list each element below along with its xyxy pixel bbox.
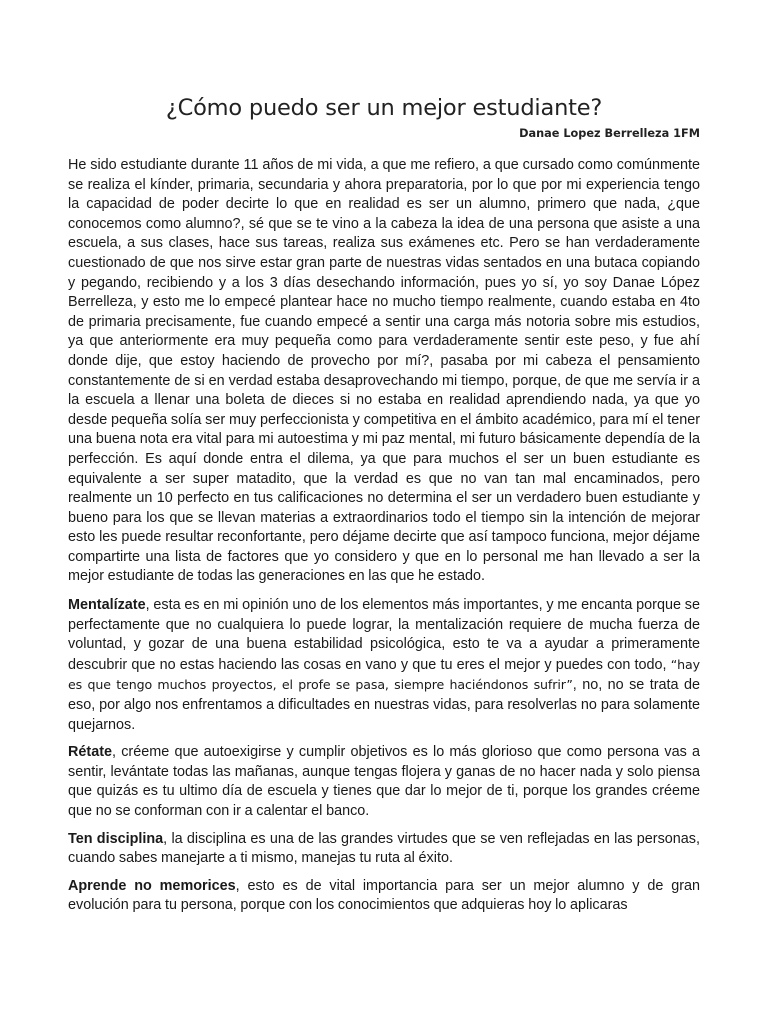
paragraph-text: , esta es en mi opinión uno de los elementos más importantes, y me encanta porque se perfectamente que no cualquiera lo puede lograr, la mentalización requiere de mucha fuerza de voluntad, y gozar de una buena estabilidad psicológica, esto te va a ayudar a primeramente descubrir que no estas haciendo las cosas en vano y que tu eres el mejor y puedes con todo, <box>68 597 700 673</box>
paragraph-aprende <box>68 877 700 916</box>
paragraph-retate <box>68 743 700 821</box>
paragraph-text-continued: , no, no se trata de eso, por algo nos enfrentamos a dificultades en nuestras vidas, para resolverlas no para solamente quejarnos. <box>68 677 700 733</box>
paragraph-text: , esto es de vital importancia para ser un mejor alumno y de gran evolución para tu persona, porque con los conocimientos que adquieras hoy lo aplicaras <box>68 877 700 914</box>
intro-paragraph: He sido estudiante durante 11 años de mi vida, a que me refiero, a que cursado como comúnmente se realiza el kínder, primaria, secundaria y ahora preparatoria, por lo que por mi experiencia tengo la capacidad de poder decirte lo que en realidad es ser un alumno, primero que nada, ¿que conocemos como alumno?, sé que se te vino a la cabeza la idea de una persona que asiste a una escuela, a sus clases, hace sus tareas, realiza sus exámenes etc. Pero se han verdaderamente cuestionado de que nos sirve estar gran parte de nuestras vidas sentados en una butaca copiando y pegando, recibiendo y a los 3 días desechando información, pues yo sí, yo soy Danae López Berrelleza, y esto me lo empecé plantear hace no mucho tiempo realmente, cuando estaba en 4to de primaria precisamente, fue cuando empecé a sentir una carga más notoria sobre mis estudios, ya que anteriormente era muy pequeña como para verdaderamente sentir este peso, y fue ahí donde dije, que estoy haciendo de provecho por mí?, pasaba por mi cabeza el pensamiento constantemente de si en verdad estaba desaprovechando mi tiempo, porque, de que me servía ir a la escuela a llenar una boleta de dieces si no estaba en realidad aprendiendo nada, ya que yo desde pequeña solía ser muy perfeccionista y competitiva en el ámbito académico, para mí el tener una buena nota era vital para mi autoestima y mi paz mental, mi futuro básicamente dependía de la perfección. Es aquí donde entra el dilema, ya que para muchos el ser un buen estudiante es equivalente a ser super matadito, que la verdad es que no van tan mal encaminados, pero realmente un 10 perfecto en tus calificaciones no determina el ser un verdadero buen estudiante y bueno para los que se llevan materias a extraordinarios todo el tiempo sin la intención de mejorar esto les puede resultar reconfortante, pero déjame decirte que así tampoco funciona, mejor déjame compartirte una lista de factores que yo considero y que en lo personal me han llevado a ser la mejor estudiante de todas las generaciones en las que he estado. <box>68 157 700 585</box>
paragraph-lead: Aprende no memorices <box>68 877 236 894</box>
inline-quote: “hay es que tengo muchos proyectos, el profe se pasa, siempre haciéndonos sufrir” <box>68 656 700 693</box>
paragraph-lead: Ten disciplina <box>68 830 164 847</box>
paragraph-mentalizate <box>68 596 700 735</box>
author-line: Danae Lopez Berrelleza 1FM <box>519 127 700 140</box>
paragraph-disciplina <box>68 830 700 869</box>
paragraph-text: , la disciplina es una de las grandes virtudes que se ven reflejadas en las personas, cuando sabes manejarte a ti mismo, manejas tu ruta al éxito. <box>68 830 701 867</box>
document-body <box>68 156 700 916</box>
document-title: ¿Cómo puedo ser un mejor estudiante? <box>165 95 603 121</box>
paragraph-lead: Mentalízate <box>68 597 146 614</box>
paragraph-lead: Rétate <box>68 744 112 761</box>
paragraph-text: , créeme que autoexigirse y cumplir objetivos es lo más glorioso que como persona vas a sentir, levántate todas las mañanas, aunque tengas flojera y ganas de no hacer nada y solo piensa que quizás es tu ultimo día de escuela y tienes que dar lo mejor de ti, porque los grandes créeme que no se conforman con ir a calentar el banco. <box>68 744 700 819</box>
